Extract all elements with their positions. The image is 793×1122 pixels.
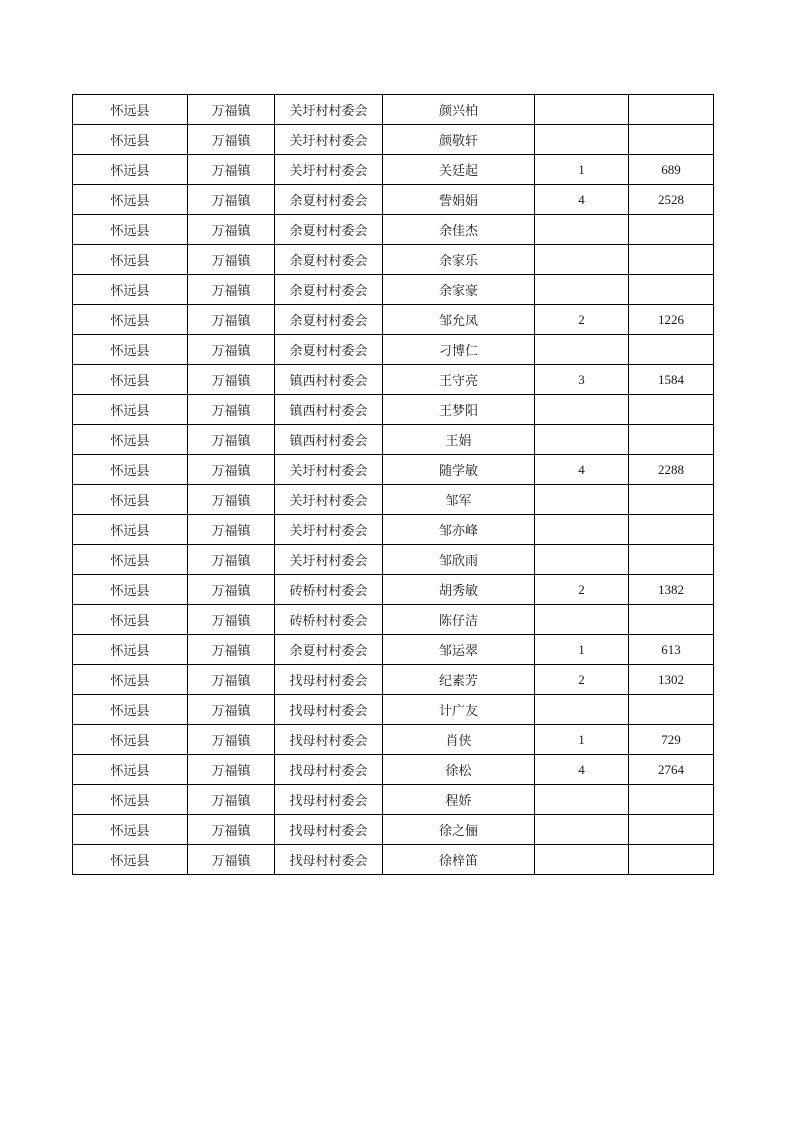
village-cell: 关圩村村委会 xyxy=(275,95,383,125)
amount-cell xyxy=(629,125,714,155)
town-cell: 万福镇 xyxy=(188,485,275,515)
village-cell: 关圩村村委会 xyxy=(275,125,383,155)
county-cell: 怀远县 xyxy=(73,365,188,395)
table-row xyxy=(73,845,714,875)
amount-cell xyxy=(629,95,714,125)
name-cell: 计广友 xyxy=(383,695,535,725)
name-cell: 王娟 xyxy=(383,425,535,455)
town-cell: 万福镇 xyxy=(188,845,275,875)
village-cell: 余夏村村委会 xyxy=(275,215,383,245)
county-cell: 怀远县 xyxy=(73,245,188,275)
count-cell xyxy=(535,815,629,845)
table-row xyxy=(73,785,714,815)
county-cell: 怀远县 xyxy=(73,635,188,665)
name-cell: 肖侠 xyxy=(383,725,535,755)
count-cell xyxy=(535,605,629,635)
count-cell: 2 xyxy=(535,575,629,605)
town-cell: 万福镇 xyxy=(188,275,275,305)
county-cell: 怀远县 xyxy=(73,455,188,485)
count-cell xyxy=(535,515,629,545)
name-cell: 邹允凤 xyxy=(383,305,535,335)
village-cell: 砖桥村村委会 xyxy=(275,575,383,605)
table-row xyxy=(73,635,714,665)
count-cell: 4 xyxy=(535,185,629,215)
table-row xyxy=(73,755,714,785)
amount-cell xyxy=(629,215,714,245)
name-cell: 随学敏 xyxy=(383,455,535,485)
count-cell: 4 xyxy=(535,755,629,785)
name-cell: 纪素芳 xyxy=(383,665,535,695)
roster-table-body xyxy=(73,95,714,875)
count-cell: 1 xyxy=(535,155,629,185)
town-cell: 万福镇 xyxy=(188,755,275,785)
table-row xyxy=(73,245,714,275)
table-row xyxy=(73,215,714,245)
amount-cell xyxy=(629,545,714,575)
amount-cell: 1226 xyxy=(629,305,714,335)
village-cell: 关圩村村委会 xyxy=(275,545,383,575)
name-cell: 胡秀敏 xyxy=(383,575,535,605)
table-row xyxy=(73,185,714,215)
town-cell: 万福镇 xyxy=(188,155,275,185)
name-cell: 徐松 xyxy=(383,755,535,785)
village-cell: 找母村村委会 xyxy=(275,665,383,695)
village-cell: 找母村村委会 xyxy=(275,845,383,875)
table-row xyxy=(73,425,714,455)
village-cell: 余夏村村委会 xyxy=(275,185,383,215)
table-row xyxy=(73,455,714,485)
town-cell: 万福镇 xyxy=(188,185,275,215)
table-row xyxy=(73,95,714,125)
name-cell: 颜敬轩 xyxy=(383,125,535,155)
town-cell: 万福镇 xyxy=(188,815,275,845)
amount-cell: 1584 xyxy=(629,365,714,395)
county-cell: 怀远县 xyxy=(73,815,188,845)
town-cell: 万福镇 xyxy=(188,575,275,605)
county-cell: 怀远县 xyxy=(73,575,188,605)
town-cell: 万福镇 xyxy=(188,425,275,455)
town-cell: 万福镇 xyxy=(188,245,275,275)
village-cell: 关圩村村委会 xyxy=(275,485,383,515)
table-row xyxy=(73,815,714,845)
village-cell: 关圩村村委会 xyxy=(275,155,383,185)
name-cell: 邹运翠 xyxy=(383,635,535,665)
town-cell: 万福镇 xyxy=(188,545,275,575)
count-cell xyxy=(535,845,629,875)
count-cell xyxy=(535,395,629,425)
county-cell: 怀远县 xyxy=(73,725,188,755)
count-cell xyxy=(535,425,629,455)
town-cell: 万福镇 xyxy=(188,95,275,125)
table-row xyxy=(73,575,714,605)
name-cell: 邹欣雨 xyxy=(383,545,535,575)
amount-cell: 1382 xyxy=(629,575,714,605)
village-cell: 砖桥村村委会 xyxy=(275,605,383,635)
county-cell: 怀远县 xyxy=(73,785,188,815)
town-cell: 万福镇 xyxy=(188,215,275,245)
name-cell: 刁博仁 xyxy=(383,335,535,365)
county-cell: 怀远县 xyxy=(73,695,188,725)
count-cell xyxy=(535,95,629,125)
village-cell: 余夏村村委会 xyxy=(275,245,383,275)
count-cell xyxy=(535,125,629,155)
village-cell: 余夏村村委会 xyxy=(275,305,383,335)
name-cell: 余佳杰 xyxy=(383,215,535,245)
name-cell: 陈仔洁 xyxy=(383,605,535,635)
village-cell: 找母村村委会 xyxy=(275,755,383,785)
county-cell: 怀远县 xyxy=(73,275,188,305)
town-cell: 万福镇 xyxy=(188,515,275,545)
county-cell: 怀远县 xyxy=(73,335,188,365)
village-cell: 镇西村村委会 xyxy=(275,365,383,395)
table-row xyxy=(73,365,714,395)
county-cell: 怀远县 xyxy=(73,185,188,215)
name-cell: 王守亮 xyxy=(383,365,535,395)
village-cell: 找母村村委会 xyxy=(275,725,383,755)
table-row xyxy=(73,605,714,635)
roster-table xyxy=(72,94,714,875)
county-cell: 怀远县 xyxy=(73,845,188,875)
name-cell: 徐之俪 xyxy=(383,815,535,845)
town-cell: 万福镇 xyxy=(188,125,275,155)
name-cell: 徐梓笛 xyxy=(383,845,535,875)
county-cell: 怀远县 xyxy=(73,665,188,695)
town-cell: 万福镇 xyxy=(188,395,275,425)
amount-cell xyxy=(629,395,714,425)
town-cell: 万福镇 xyxy=(188,365,275,395)
count-cell: 1 xyxy=(535,635,629,665)
county-cell: 怀远县 xyxy=(73,305,188,335)
count-cell: 2 xyxy=(535,665,629,695)
name-cell: 程娇 xyxy=(383,785,535,815)
town-cell: 万福镇 xyxy=(188,335,275,365)
village-cell: 余夏村村委会 xyxy=(275,335,383,365)
count-cell xyxy=(535,275,629,305)
amount-cell xyxy=(629,605,714,635)
amount-cell: 2288 xyxy=(629,455,714,485)
village-cell: 余夏村村委会 xyxy=(275,275,383,305)
count-cell: 4 xyxy=(535,455,629,485)
amount-cell: 689 xyxy=(629,155,714,185)
count-cell xyxy=(535,335,629,365)
name-cell: 颜兴柏 xyxy=(383,95,535,125)
table-row xyxy=(73,695,714,725)
town-cell: 万福镇 xyxy=(188,605,275,635)
count-cell xyxy=(535,785,629,815)
amount-cell xyxy=(629,785,714,815)
town-cell: 万福镇 xyxy=(188,305,275,335)
amount-cell xyxy=(629,515,714,545)
amount-cell xyxy=(629,245,714,275)
name-cell: 訾娟娟 xyxy=(383,185,535,215)
town-cell: 万福镇 xyxy=(188,665,275,695)
village-cell: 镇西村村委会 xyxy=(275,395,383,425)
town-cell: 万福镇 xyxy=(188,785,275,815)
county-cell: 怀远县 xyxy=(73,215,188,245)
amount-cell xyxy=(629,485,714,515)
town-cell: 万福镇 xyxy=(188,455,275,485)
count-cell: 3 xyxy=(535,365,629,395)
amount-cell: 2528 xyxy=(629,185,714,215)
table-row xyxy=(73,515,714,545)
table-row xyxy=(73,395,714,425)
amount-cell xyxy=(629,425,714,455)
village-cell: 镇西村村委会 xyxy=(275,425,383,455)
name-cell: 王梦阳 xyxy=(383,395,535,425)
table-row xyxy=(73,155,714,185)
amount-cell xyxy=(629,845,714,875)
table-row xyxy=(73,335,714,365)
table-row xyxy=(73,725,714,755)
amount-cell: 1302 xyxy=(629,665,714,695)
amount-cell xyxy=(629,335,714,365)
count-cell xyxy=(535,215,629,245)
county-cell: 怀远县 xyxy=(73,395,188,425)
village-cell: 找母村村委会 xyxy=(275,695,383,725)
town-cell: 万福镇 xyxy=(188,635,275,665)
count-cell: 1 xyxy=(535,725,629,755)
county-cell: 怀远县 xyxy=(73,425,188,455)
table-row xyxy=(73,305,714,335)
count-cell xyxy=(535,245,629,275)
county-cell: 怀远县 xyxy=(73,515,188,545)
village-cell: 余夏村村委会 xyxy=(275,635,383,665)
village-cell: 找母村村委会 xyxy=(275,815,383,845)
town-cell: 万福镇 xyxy=(188,695,275,725)
county-cell: 怀远县 xyxy=(73,755,188,785)
table-row xyxy=(73,665,714,695)
amount-cell: 2764 xyxy=(629,755,714,785)
county-cell: 怀远县 xyxy=(73,485,188,515)
county-cell: 怀远县 xyxy=(73,545,188,575)
name-cell: 余家乐 xyxy=(383,245,535,275)
count-cell xyxy=(535,545,629,575)
table-row xyxy=(73,545,714,575)
village-cell: 关圩村村委会 xyxy=(275,455,383,485)
county-cell: 怀远县 xyxy=(73,125,188,155)
amount-cell xyxy=(629,695,714,725)
count-cell: 2 xyxy=(535,305,629,335)
name-cell: 余家豪 xyxy=(383,275,535,305)
table-row xyxy=(73,125,714,155)
amount-cell: 613 xyxy=(629,635,714,665)
count-cell xyxy=(535,695,629,725)
count-cell xyxy=(535,485,629,515)
amount-cell xyxy=(629,275,714,305)
table-row xyxy=(73,485,714,515)
town-cell: 万福镇 xyxy=(188,725,275,755)
village-cell: 找母村村委会 xyxy=(275,785,383,815)
amount-cell: 729 xyxy=(629,725,714,755)
table-row xyxy=(73,275,714,305)
name-cell: 邹亦峰 xyxy=(383,515,535,545)
name-cell: 邹军 xyxy=(383,485,535,515)
village-cell: 关圩村村委会 xyxy=(275,515,383,545)
county-cell: 怀远县 xyxy=(73,605,188,635)
county-cell: 怀远县 xyxy=(73,95,188,125)
name-cell: 关廷起 xyxy=(383,155,535,185)
amount-cell xyxy=(629,815,714,845)
county-cell: 怀远县 xyxy=(73,155,188,185)
